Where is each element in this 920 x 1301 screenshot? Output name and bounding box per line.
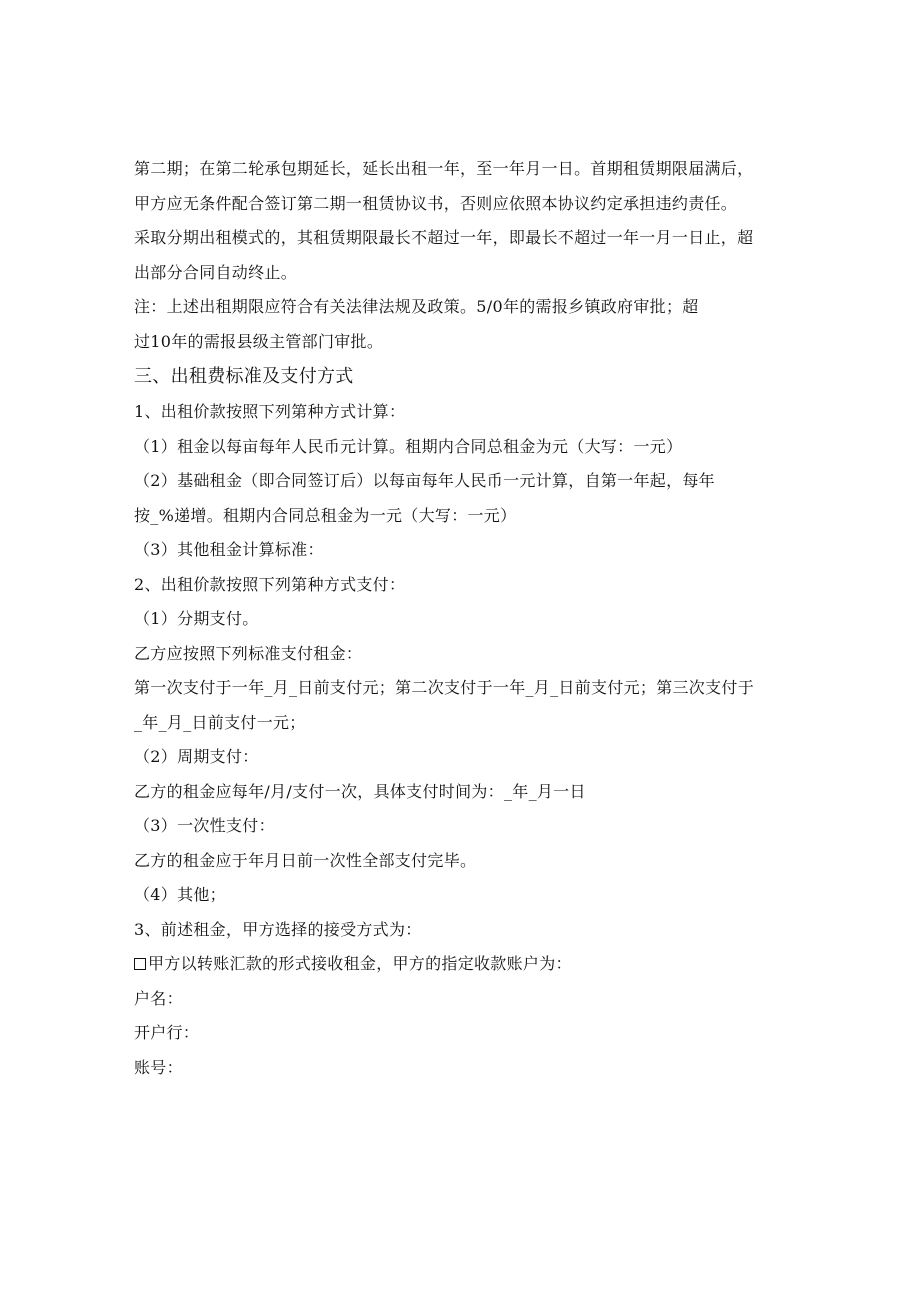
bank-field: 开户行：: [134, 1023, 200, 1042]
transfer-option-label: 甲方以转账汇款的形式接收租金，甲方的指定收款账户为：: [148, 954, 572, 973]
clause-line: 2、出租价款按照下列第种方式支付：: [134, 574, 406, 594]
paragraph-line: 出部分合同自动终止。: [134, 262, 298, 282]
clause-line: （1）分期支付。: [134, 609, 259, 628]
account-number-field: 账号：: [134, 1057, 183, 1077]
clause-line: 3、前述租金，甲方选择的接受方式为：: [134, 919, 422, 939]
paragraph-line: 第二期；在第二轮承包期延长，延长出租一年，至一年月一日。首期租赁期限届满后，: [134, 159, 754, 178]
section-heading: 三、出租费标准及支付方式: [134, 366, 354, 387]
checkbox-icon[interactable]: [134, 958, 146, 970]
clause-line: 按_%递增。租期内合同总租金为一元（大写：一元）: [134, 505, 517, 525]
note-line: 过10年的需报县级主管部门审批。: [134, 331, 384, 351]
clause-line: 第一次支付于一年_月_日前支付元；第二次支付于一年_月_日前支付元；第三次支付于: [134, 678, 755, 697]
account-name-field: 户名：: [134, 988, 183, 1008]
paragraph-line: 甲方应无条件配合签订第二期一租赁协议书，否则应依照本协议约定承担违约责任。: [134, 193, 738, 213]
transfer-option: [134, 947, 794, 982]
clause-line: _年_月_日前支付一元；: [134, 712, 306, 732]
paragraph-line: 采取分期出租模式的，其租赁期限最长不超过一年，即最长不超过一年一月一日止，超: [134, 228, 754, 247]
clause-line: （2）基础租金（即合同签订后）以每亩每年人民币一元计算，自第一年起，每年: [134, 471, 715, 490]
clause-line: 乙方的租金应于年月日前一次性全部支付完毕。: [134, 850, 477, 870]
document-body: [134, 152, 794, 1085]
clause-line: 1、出租价款按照下列第种方式计算：: [134, 402, 406, 421]
clause-line: （2）周期支付：: [134, 747, 259, 766]
clause-line: （3）一次性支付：: [134, 816, 275, 835]
note-line: 注：上述出租期限应符合有关法律法规及政策。5/0年的需报乡镇政府审批；超: [134, 297, 699, 316]
clause-line: 乙方的租金应每年/月/支付一次，具体支付时间为：_年_月一日: [134, 781, 586, 801]
clause-line: （1）租金以每亩每年人民币元计算。租期内合同总租金为元（大写：一元）: [134, 436, 683, 456]
clause-line: （4）其他；: [134, 885, 226, 904]
clause-line: （3）其他租金计算标准：: [134, 540, 324, 559]
clause-line: 乙方应按照下列标准支付租金：: [134, 643, 363, 663]
